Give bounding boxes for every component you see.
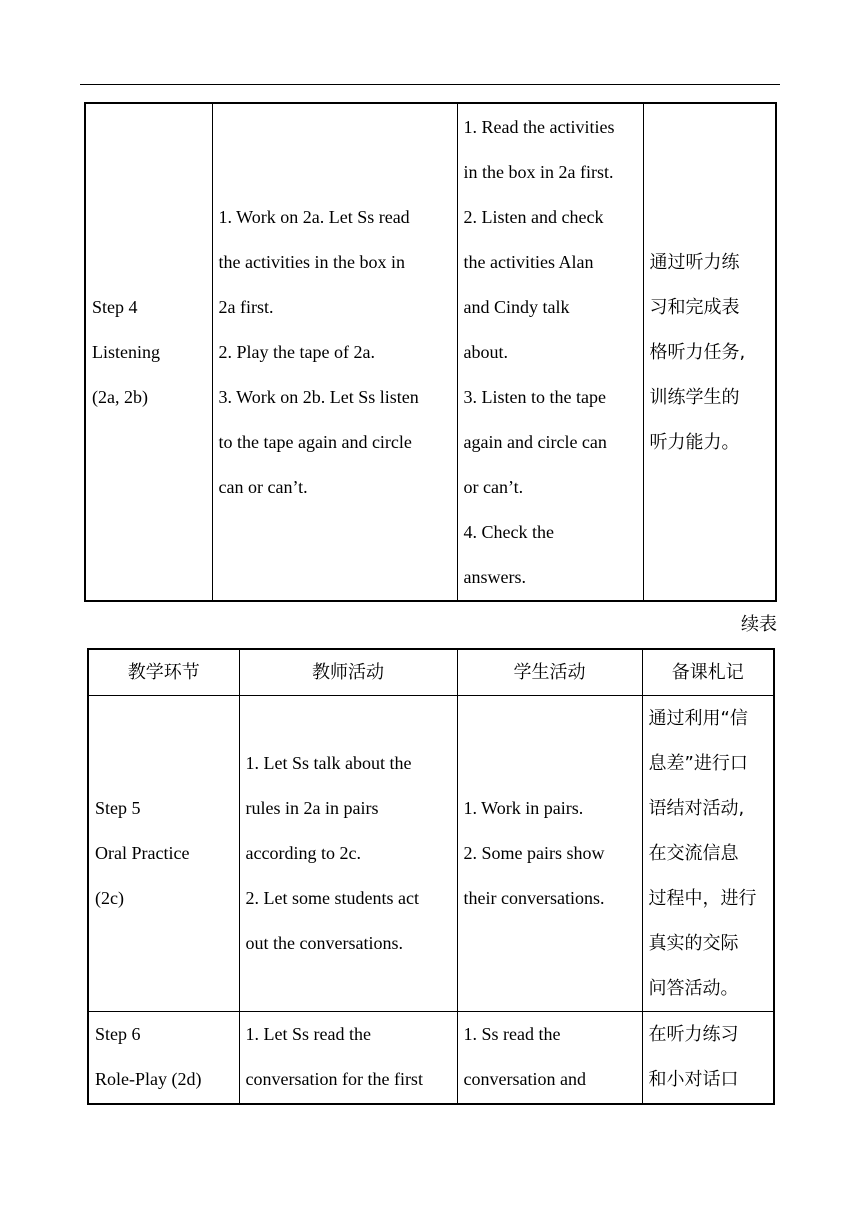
header-teacher-activity: 教师活动 — [239, 649, 457, 696]
teacher-line: 1. Let Ss read the — [245, 1024, 371, 1044]
student-line: or can’t. — [463, 476, 524, 497]
student-line: in the box in 2a first. — [463, 161, 614, 182]
teacher-line: 1. Let Ss talk about the — [245, 753, 412, 773]
teacher-line: conversation for the first — [245, 1069, 423, 1089]
teacher-line: 1. Work on 2a. Let Ss read — [218, 206, 410, 227]
student-line: and Cindy talk — [463, 296, 570, 317]
notes-line: 问答活动。 — [648, 978, 739, 999]
step-line: Listening — [92, 341, 160, 362]
student-activity-cell — [457, 1012, 642, 1104]
notes-line: 通过利用“信 — [648, 708, 748, 729]
notes-line: 听力能力。 — [649, 431, 740, 453]
student-line: the activities Alan — [463, 251, 594, 272]
step-line: (2a, 2b) — [92, 386, 148, 407]
student-line: 1. Read the activities — [463, 116, 615, 137]
step-line: Step 6 — [95, 1024, 141, 1044]
notes-cell — [642, 1012, 774, 1104]
header-rule — [80, 84, 780, 85]
table-row-step5 — [88, 696, 774, 1012]
teacher-line: according to 2c. — [245, 843, 361, 863]
notes-line: 语结对活动, — [648, 798, 745, 819]
notes-line: 训练学生的 — [649, 386, 740, 408]
step-line: (2c) — [95, 888, 124, 908]
student-line: 1. Work in pairs. — [463, 798, 584, 818]
notes-line: 和小对话口 — [648, 1069, 739, 1090]
student-line: 4. Check the — [463, 521, 554, 542]
teacher-line: 2. Let some students act — [245, 888, 419, 908]
step-cell — [85, 103, 212, 601]
student-line: 1. Ss read the — [463, 1024, 561, 1044]
student-line: 2. Listen and check — [463, 206, 604, 227]
student-line: answers. — [463, 566, 526, 587]
table-header-row — [88, 649, 774, 696]
teacher-line: 3. Work on 2b. Let Ss listen — [218, 386, 419, 407]
notes-line: 在听力练习 — [648, 1024, 739, 1045]
student-line: 2. Some pairs show — [463, 843, 605, 863]
step-line: Step 5 — [95, 798, 141, 818]
table-row-step6 — [88, 1012, 774, 1104]
student-line: 3. Listen to the tape — [463, 386, 606, 407]
continued-label: 续表 — [741, 614, 777, 635]
header-student-activity: 学生活动 — [457, 649, 642, 696]
step-line: Oral Practice — [95, 843, 190, 863]
teacher-line: to the tape again and circle — [218, 431, 412, 452]
table-row-step4 — [85, 103, 776, 601]
notes-line: 格听力任务, — [649, 341, 746, 363]
notes-line: 在交流信息 — [648, 843, 739, 864]
teacher-line: the activities in the box in — [218, 251, 405, 272]
lesson-table-part1 — [84, 102, 777, 602]
student-activity-cell — [457, 103, 643, 601]
notes-line: 习和完成表 — [649, 296, 740, 318]
teacher-line: rules in 2a in pairs — [245, 798, 379, 818]
step-line: Step 4 — [92, 296, 138, 317]
teacher-line: out the conversations. — [245, 933, 403, 953]
teacher-activity-cell — [239, 1012, 457, 1104]
header-notes: 备课札记 — [642, 649, 774, 696]
header-step: 教学环节 — [88, 649, 239, 696]
teacher-activity-cell — [212, 103, 457, 601]
student-line: conversation and — [463, 1069, 586, 1089]
notes-line: 过程中，进行 — [648, 888, 757, 909]
notes-line: 息差”进行口 — [648, 753, 748, 774]
step-cell — [88, 1012, 239, 1104]
notes-line: 真实的交际 — [648, 933, 739, 954]
student-line: their conversations. — [463, 888, 605, 908]
step-cell — [88, 696, 239, 1012]
teacher-line: can or can’t. — [218, 476, 308, 497]
teacher-line: 2. Play the tape of 2a. — [218, 341, 375, 362]
notes-cell — [642, 696, 774, 1012]
notes-cell — [643, 103, 776, 601]
lesson-table-part2 — [87, 648, 775, 1105]
teacher-line: 2a first. — [218, 296, 274, 317]
step-line: Role-Play (2d) — [95, 1069, 202, 1089]
student-line: about. — [463, 341, 508, 362]
notes-line: 通过听力练 — [649, 251, 740, 273]
student-line: again and circle can — [463, 431, 607, 452]
student-activity-cell — [457, 696, 642, 1012]
teacher-activity-cell — [239, 696, 457, 1012]
